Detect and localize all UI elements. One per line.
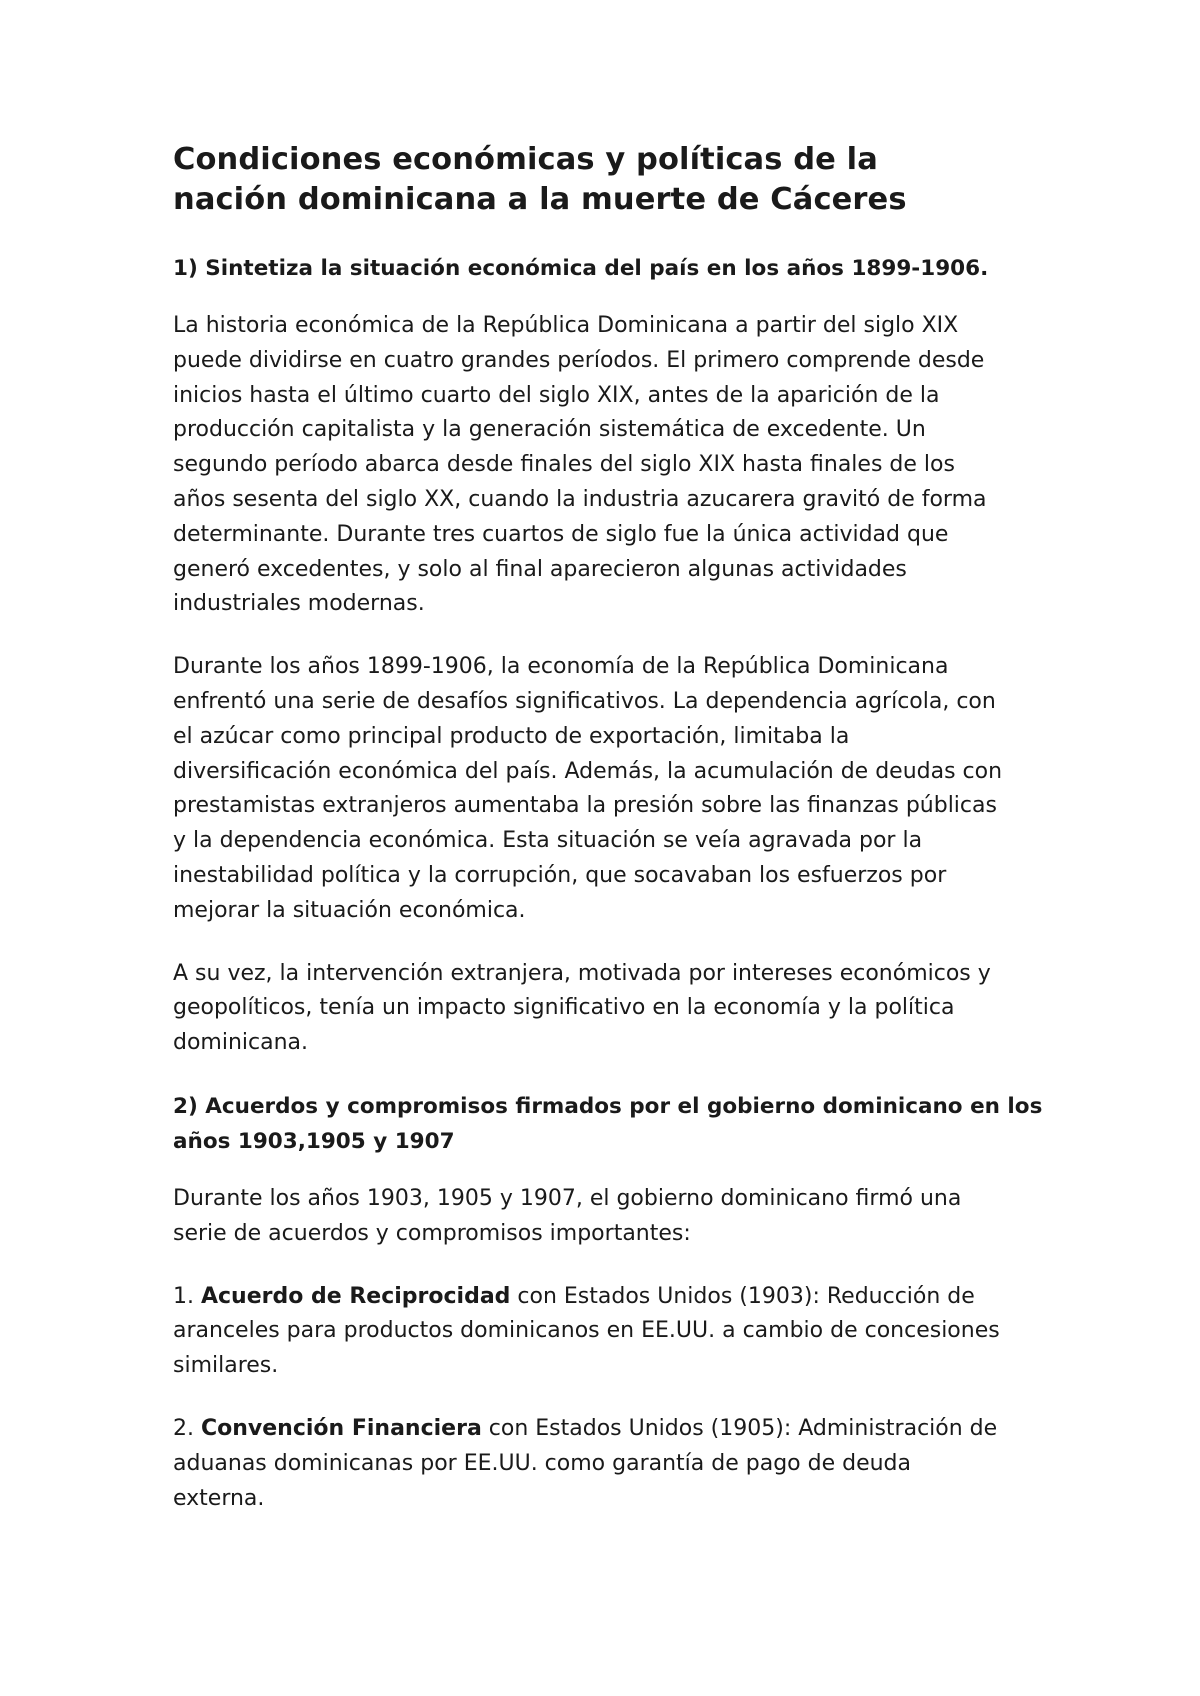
document-page <box>173 140 1053 1544</box>
text-line: inestabilidad política y la corrupción, que socavaban los esfuerzos por <box>173 862 947 888</box>
section-1-paragraph-2 <box>173 650 1053 928</box>
section-2-heading <box>173 1089 1053 1159</box>
text-line: geopolíticos, tenía un impacto significativo en la economía y la política <box>173 995 955 1021</box>
text-line: determinante. Durante tres cuartos de siglo fue la única actividad que <box>173 521 949 547</box>
item-text: con Estados Unidos (1905): Administración de <box>481 1415 998 1441</box>
text-line: puede dividirse en cuatro grandes períodos. El primero comprende desde <box>173 347 985 373</box>
text-line: dominicana. <box>173 1030 309 1056</box>
text-line: mejorar la situación económica. <box>173 897 526 923</box>
text-line: La historia económica de la República Dominicana a partir del siglo XIX <box>173 313 959 338</box>
title-line: nación dominicana a la muerte de Cáceres <box>173 182 907 217</box>
text-line: el azúcar como principal producto de exportación, limitaba la <box>173 723 850 749</box>
text-line: aranceles para productos dominicanos en EE.UU. a cambio de concesiones <box>173 1318 1000 1344</box>
text-line <box>173 1280 1053 1315</box>
text-line: inicios hasta el último cuarto del siglo XIX, antes de la aparición de la <box>173 382 940 408</box>
text-line: generó excedentes, y solo al final aparecieron algunas actividades <box>173 556 907 582</box>
text-line: y la dependencia económica. Esta situación se veía agravada por la <box>173 828 923 854</box>
text-line: aduanas dominicanas por EE.UU. como garantía de pago de deuda <box>173 1450 911 1476</box>
agreement-item-2 <box>173 1412 1053 1516</box>
heading-line: años 1903,1905 y 1907 <box>173 1128 455 1154</box>
agreement-name: Convención Financiera <box>200 1415 482 1441</box>
heading-line: 1) Sintetiza la situación económica del país en los años 1899-1906. <box>173 256 989 281</box>
text-line: producción capitalista y la generación sistemática de excedente. Un <box>173 417 926 443</box>
heading-line: 2) Acuerdos y compromisos firmados por el gobierno dominicano en los <box>173 1093 1043 1119</box>
text-line: Durante los años 1899-1906, la economía de la República Dominicana <box>173 654 949 680</box>
section-1-heading <box>173 251 1053 286</box>
agreement-name: Acuerdo de Reciprocidad <box>200 1283 511 1309</box>
item-number: 2. <box>173 1415 201 1441</box>
text-line: serie de acuerdos y compromisos importantes: <box>173 1220 691 1246</box>
text-line: diversificación económica del país. Además, la acumulación de deudas con <box>173 758 1003 784</box>
text-line: A su vez, la intervención extranjera, motivada por intereses económicos y <box>173 960 991 986</box>
document-title <box>173 140 1053 220</box>
section-1-paragraph-3 <box>173 957 1053 1061</box>
text-line: Durante los años 1903, 1905 y 1907, el gobierno dominicano firmó una <box>173 1185 962 1211</box>
text-line: externa. <box>173 1485 265 1511</box>
text-line <box>173 1412 1053 1447</box>
text-line: años sesenta del siglo XX, cuando la industria azucarera gravitó de forma <box>173 486 987 512</box>
item-text: con Estados Unidos (1903): Reducción de <box>510 1283 975 1309</box>
text-line: enfrentó una serie de desafíos significativos. La dependencia agrícola, con <box>173 688 996 714</box>
text-line: segundo período abarca desde finales del siglo XIX hasta finales de los <box>173 452 955 478</box>
item-number: 1. <box>173 1283 201 1309</box>
section-2-intro <box>173 1182 1053 1252</box>
text-line: industriales modernas. <box>173 591 425 617</box>
text-line: prestamistas extranjeros aumentaba la presión sobre las finanzas públicas <box>173 793 997 819</box>
section-1-paragraph-1 <box>173 309 1053 622</box>
agreement-item-1 <box>173 1280 1053 1384</box>
title-line: Condiciones económicas y políticas de la <box>173 142 878 177</box>
text-line: similares. <box>173 1353 279 1379</box>
